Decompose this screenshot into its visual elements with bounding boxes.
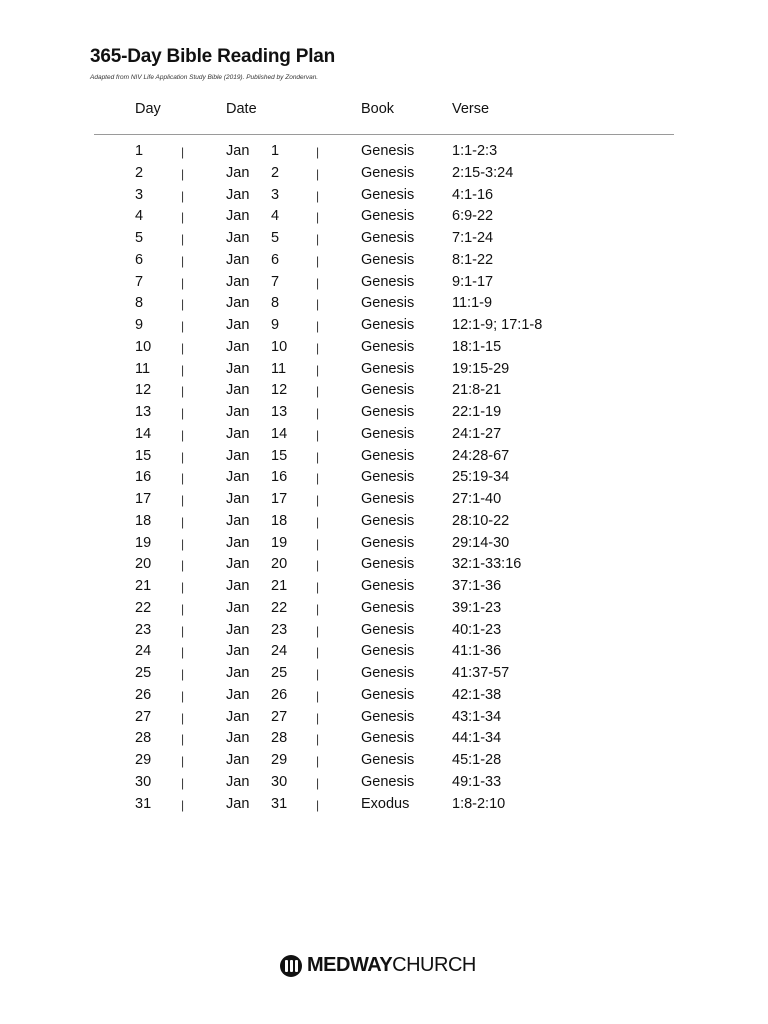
- separator-cell: |: [316, 210, 320, 225]
- table-row: [0, 774, 768, 796]
- day-cell: 27: [135, 708, 152, 725]
- verse-cell: 49:1-33: [452, 773, 502, 790]
- table-row: [0, 187, 768, 209]
- book-cell: Genesis: [361, 621, 415, 638]
- separator-cell: |: [181, 449, 185, 464]
- verse-cell: 24:1-27: [452, 425, 502, 442]
- month-cell: Jan: [226, 491, 250, 507]
- separator-cell: |: [181, 319, 185, 333]
- date-cell: 15: [271, 447, 288, 464]
- separator-cell: |: [181, 362, 185, 377]
- day-cell: 30: [135, 773, 152, 790]
- book-cell: Genesis: [361, 730, 415, 747]
- verse-cell: 25:19-34: [452, 469, 510, 486]
- day-cell: 20: [135, 556, 152, 573]
- separator-cell: |: [316, 253, 320, 268]
- day-cell: 15: [135, 447, 152, 464]
- date-cell: 20: [271, 556, 288, 573]
- month-cell: Jan: [226, 686, 250, 703]
- separator-cell: |: [316, 558, 320, 573]
- book-cell: Genesis: [361, 469, 415, 486]
- date-cell: 3: [271, 186, 280, 203]
- verse-cell: 12:1-9; 17:1-8: [452, 317, 543, 333]
- table-row: [0, 469, 768, 491]
- separator-cell: |: [181, 667, 185, 681]
- verse-cell: 2:15-3:24: [452, 164, 514, 181]
- month-cell: Jan: [226, 556, 250, 573]
- table-row: [0, 143, 768, 165]
- month-cell: Jan: [226, 186, 250, 203]
- separator-cell: |: [181, 514, 185, 529]
- table-row: [0, 317, 768, 339]
- reading-table: [0, 143, 768, 817]
- verse-cell: 18:1-15: [452, 338, 502, 355]
- verse-cell: 37:1-36: [452, 578, 502, 594]
- separator-cell: |: [181, 493, 185, 507]
- table-row: [0, 274, 768, 296]
- month-cell: Jan: [226, 665, 250, 681]
- date-cell: 6: [271, 251, 280, 268]
- book-cell: Genesis: [361, 273, 415, 290]
- book-cell: Genesis: [361, 251, 415, 268]
- date-cell: 24: [271, 643, 288, 660]
- table-row: [0, 622, 768, 644]
- book-cell: Genesis: [361, 143, 415, 159]
- table-row: [0, 491, 768, 513]
- header-day: Day: [135, 101, 161, 117]
- book-cell: Genesis: [361, 208, 415, 225]
- verse-cell: 8:1-22: [452, 251, 494, 268]
- separator-cell: |: [181, 775, 185, 790]
- day-cell: 5: [135, 230, 144, 246]
- separator-cell: |: [316, 732, 320, 747]
- separator-cell: |: [181, 710, 185, 725]
- table-row: [0, 730, 768, 752]
- verse-cell: 4:1-16: [452, 186, 494, 203]
- book-cell: Genesis: [361, 491, 415, 507]
- verse-cell: 43:1-34: [452, 708, 502, 725]
- month-cell: Jan: [226, 295, 250, 312]
- month-cell: Jan: [226, 251, 250, 268]
- month-cell: Jan: [226, 752, 250, 768]
- table-row: [0, 382, 768, 404]
- month-cell: Jan: [226, 534, 250, 551]
- date-cell: 27: [271, 708, 288, 725]
- date-cell: 30: [271, 773, 288, 790]
- table-row: [0, 535, 768, 557]
- book-cell: Genesis: [361, 599, 415, 616]
- date-cell: 11: [271, 360, 287, 377]
- date-cell: 21: [271, 578, 288, 594]
- separator-cell: |: [316, 645, 320, 660]
- separator-cell: |: [181, 797, 185, 812]
- date-cell: 23: [271, 621, 288, 638]
- separator-cell: |: [181, 166, 185, 181]
- month-cell: Jan: [226, 338, 250, 355]
- date-cell: 18: [271, 512, 288, 529]
- verse-cell: 27:1-40: [452, 491, 502, 507]
- separator-cell: |: [316, 340, 320, 355]
- separator-cell: |: [316, 384, 320, 399]
- date-cell: 7: [271, 273, 280, 290]
- date-cell: 4: [271, 208, 280, 225]
- book-cell: Genesis: [361, 665, 415, 681]
- date-cell: 19: [271, 534, 288, 551]
- table-row: [0, 665, 768, 687]
- verse-cell: 45:1-28: [452, 752, 502, 768]
- book-cell: Genesis: [361, 534, 415, 551]
- table-row: [0, 361, 768, 383]
- day-cell: 28: [135, 730, 152, 747]
- separator-cell: |: [316, 471, 320, 486]
- separator-cell: |: [181, 232, 185, 246]
- separator-cell: |: [181, 645, 185, 660]
- separator-cell: |: [181, 471, 185, 486]
- month-cell: Jan: [226, 230, 250, 246]
- separator-cell: |: [316, 427, 320, 442]
- date-cell: 17: [271, 491, 288, 507]
- day-cell: 25: [135, 665, 152, 681]
- date-cell: 12: [271, 382, 288, 399]
- separator-cell: |: [181, 210, 185, 225]
- day-cell: 24: [135, 643, 152, 660]
- verse-cell: 41:1-36: [452, 643, 502, 660]
- verse-cell: 41:37-57: [452, 665, 510, 681]
- book-cell: Genesis: [361, 382, 415, 399]
- separator-cell: |: [181, 188, 185, 203]
- separator-cell: |: [181, 623, 185, 638]
- date-cell: 16: [271, 469, 288, 486]
- day-cell: 12: [135, 382, 152, 399]
- table-row: [0, 295, 768, 317]
- verse-cell: 1:8-2:10: [452, 795, 506, 812]
- separator-cell: |: [181, 754, 185, 768]
- book-cell: Genesis: [361, 295, 415, 312]
- month-cell: Jan: [226, 643, 250, 660]
- date-cell: 8: [271, 295, 280, 312]
- separator-cell: |: [316, 297, 320, 312]
- separator-cell: |: [316, 797, 320, 812]
- month-cell: Jan: [226, 621, 250, 638]
- day-cell: 31: [135, 795, 152, 812]
- book-cell: Genesis: [361, 164, 415, 181]
- book-cell: Genesis: [361, 425, 415, 442]
- separator-cell: |: [316, 710, 320, 725]
- date-cell: 9: [271, 317, 280, 333]
- day-cell: 11: [135, 360, 151, 377]
- verse-cell: 6:9-22: [452, 208, 494, 225]
- month-cell: Jan: [226, 404, 250, 420]
- book-cell: Genesis: [361, 360, 415, 377]
- day-cell: 8: [135, 295, 144, 312]
- header-date: Date: [226, 101, 257, 117]
- month-cell: Jan: [226, 599, 250, 616]
- book-cell: Genesis: [361, 338, 415, 355]
- book-cell: Genesis: [361, 447, 415, 464]
- separator-cell: |: [316, 145, 320, 159]
- month-cell: Jan: [226, 773, 250, 790]
- day-cell: 7: [135, 273, 144, 290]
- verse-cell: 28:10-22: [452, 512, 510, 529]
- day-cell: 9: [135, 317, 144, 333]
- month-cell: Jan: [226, 164, 250, 181]
- separator-cell: |: [316, 754, 320, 768]
- table-row: [0, 404, 768, 426]
- book-cell: Genesis: [361, 404, 415, 420]
- separator-cell: |: [316, 449, 320, 464]
- date-cell: 25: [271, 665, 288, 681]
- book-cell: Genesis: [361, 317, 415, 333]
- verse-cell: 42:1-38: [452, 686, 502, 703]
- separator-cell: |: [181, 580, 185, 594]
- table-row: [0, 578, 768, 600]
- header-divider: [94, 134, 674, 135]
- separator-cell: |: [316, 166, 320, 181]
- verse-cell: 21:8-21: [452, 382, 502, 399]
- day-cell: 4: [135, 208, 144, 225]
- book-cell: Genesis: [361, 186, 415, 203]
- separator-cell: |: [181, 145, 185, 159]
- table-row: [0, 230, 768, 252]
- month-cell: Jan: [226, 795, 250, 812]
- footer-logo: [280, 954, 476, 977]
- separator-cell: |: [316, 775, 320, 790]
- book-cell: Genesis: [361, 512, 415, 529]
- book-cell: Genesis: [361, 708, 415, 725]
- separator-cell: |: [181, 536, 185, 551]
- separator-cell: |: [181, 340, 185, 355]
- table-row: [0, 426, 768, 448]
- date-cell: 29: [271, 752, 288, 768]
- day-cell: 18: [135, 512, 152, 529]
- page-subtitle: Adapted from NIV Life Application Study Bible (2019). Published by Zondervan.: [90, 74, 319, 81]
- table-row: [0, 208, 768, 230]
- book-cell: Genesis: [361, 643, 415, 660]
- table-row: [0, 339, 768, 361]
- table-row: [0, 600, 768, 622]
- separator-cell: |: [181, 406, 185, 420]
- day-cell: 21: [135, 578, 152, 594]
- month-cell: Jan: [226, 469, 250, 486]
- separator-cell: |: [316, 536, 320, 551]
- month-cell: Jan: [226, 360, 250, 377]
- separator-cell: |: [316, 623, 320, 638]
- month-cell: Jan: [226, 708, 250, 725]
- day-cell: 14: [135, 425, 152, 442]
- verse-cell: 19:15-29: [452, 360, 510, 377]
- separator-cell: |: [316, 406, 320, 420]
- verse-cell: 7:1-24: [452, 230, 494, 246]
- date-cell: 31: [271, 795, 288, 812]
- day-cell: 6: [135, 251, 144, 268]
- separator-cell: |: [316, 688, 320, 703]
- separator-cell: |: [316, 514, 320, 529]
- date-cell: 10: [271, 338, 288, 355]
- separator-cell: |: [181, 688, 185, 703]
- date-cell: 14: [271, 425, 288, 442]
- day-cell: 19: [135, 534, 152, 551]
- verse-cell: 9:1-17: [452, 273, 494, 290]
- book-cell: Genesis: [361, 556, 415, 573]
- verse-cell: 44:1-34: [452, 730, 502, 747]
- month-cell: Jan: [226, 512, 250, 529]
- month-cell: Jan: [226, 382, 250, 399]
- book-cell: Genesis: [361, 686, 415, 703]
- month-cell: Jan: [226, 143, 250, 159]
- verse-cell: 1:1-2:3: [452, 143, 498, 159]
- date-cell: 26: [271, 686, 288, 703]
- table-row: [0, 752, 768, 774]
- book-cell: Exodus: [361, 795, 410, 812]
- day-cell: 17: [135, 491, 152, 507]
- verse-cell: 32:1-33:16: [452, 556, 522, 573]
- table-row: [0, 165, 768, 187]
- date-cell: 1: [271, 143, 280, 159]
- separator-cell: |: [181, 384, 185, 399]
- day-cell: 29: [135, 752, 152, 768]
- table-row: [0, 448, 768, 470]
- table-row: [0, 687, 768, 709]
- header-book: Book: [361, 101, 395, 117]
- separator-cell: |: [181, 253, 185, 268]
- separator-cell: |: [316, 667, 320, 681]
- day-cell: 2: [135, 164, 144, 181]
- page-title: 365-Day Bible Reading Plan: [90, 46, 336, 67]
- month-cell: Jan: [226, 273, 250, 290]
- book-cell: Genesis: [361, 773, 415, 790]
- book-cell: Genesis: [361, 230, 415, 246]
- separator-cell: |: [316, 601, 320, 616]
- date-cell: 13: [271, 404, 288, 420]
- date-cell: 5: [271, 230, 280, 246]
- verse-cell: 24:28-67: [452, 447, 510, 464]
- verse-cell: 39:1-23: [452, 599, 502, 616]
- date-cell: 2: [271, 164, 280, 181]
- day-cell: 16: [135, 469, 152, 486]
- month-cell: Jan: [226, 208, 250, 225]
- separator-cell: |: [316, 275, 320, 290]
- table-row: [0, 709, 768, 731]
- date-cell: 22: [271, 599, 288, 616]
- book-cell: Genesis: [361, 578, 415, 594]
- month-cell: Jan: [226, 730, 250, 747]
- table-row: [0, 252, 768, 274]
- verse-cell: 11:1-9: [452, 295, 493, 312]
- table-row: [0, 556, 768, 578]
- book-cell: Genesis: [361, 752, 415, 768]
- month-cell: Jan: [226, 317, 250, 333]
- header-verse: Verse: [452, 101, 490, 117]
- day-cell: 3: [135, 186, 144, 203]
- logo-light-text: CHURCH: [392, 954, 476, 976]
- table-row: [0, 513, 768, 535]
- month-cell: Jan: [226, 447, 250, 464]
- table-row: [0, 643, 768, 665]
- separator-cell: |: [316, 580, 320, 594]
- separator-cell: |: [181, 558, 185, 573]
- separator-cell: |: [316, 188, 320, 203]
- separator-cell: |: [181, 601, 185, 616]
- separator-cell: |: [181, 297, 185, 312]
- day-cell: 26: [135, 686, 152, 703]
- month-cell: Jan: [226, 578, 250, 594]
- separator-cell: |: [316, 232, 320, 246]
- logo-wordmark: [307, 954, 476, 977]
- month-cell: Jan: [226, 425, 250, 442]
- verse-cell: 22:1-19: [452, 404, 502, 420]
- day-cell: 13: [135, 404, 152, 420]
- separator-cell: |: [181, 732, 185, 747]
- verse-cell: 29:14-30: [452, 534, 510, 551]
- day-cell: 1: [135, 143, 144, 159]
- separator-cell: |: [316, 319, 320, 333]
- separator-cell: |: [316, 493, 320, 507]
- logo-bold-text: MEDWAY: [307, 954, 393, 976]
- separator-cell: |: [181, 427, 185, 442]
- medway-logo-icon: [280, 955, 302, 977]
- day-cell: 10: [135, 338, 152, 355]
- separator-cell: |: [181, 275, 185, 290]
- date-cell: 28: [271, 730, 288, 747]
- table-row: [0, 796, 768, 818]
- verse-cell: 40:1-23: [452, 621, 502, 638]
- day-cell: 22: [135, 599, 152, 616]
- separator-cell: |: [316, 362, 320, 377]
- day-cell: 23: [135, 621, 152, 638]
